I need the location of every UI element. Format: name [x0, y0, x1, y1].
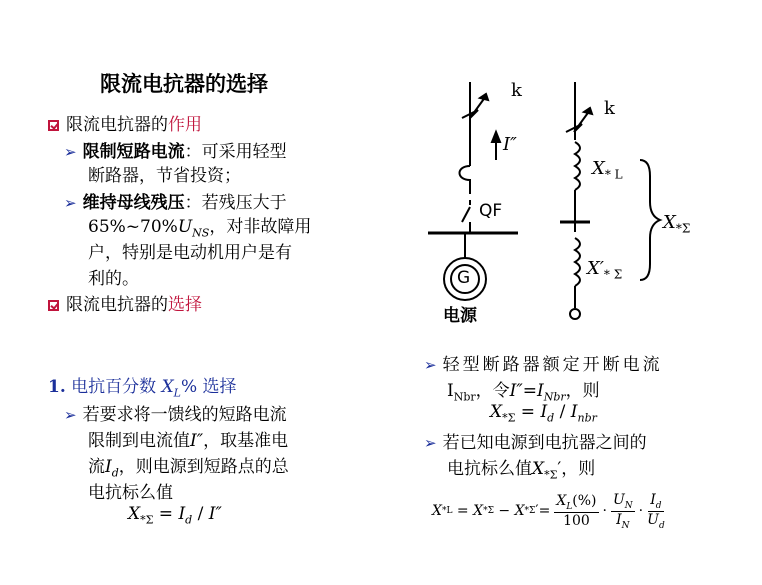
check-item-selection: 限流电抗器的选择 — [48, 290, 202, 315]
bullet-known-reactance: ➢ 若已知电源到电抗器之间的 — [424, 433, 647, 453]
fault-arrow-left — [480, 94, 488, 100]
label-source: 电源 — [443, 306, 477, 326]
label-total: $X_{*\Sigma}$ — [663, 212, 691, 236]
label-current: I″ — [503, 134, 517, 155]
reactor-coil-L — [575, 142, 580, 190]
bullet-limit-current-line2: 断路器，节省投资； — [88, 166, 241, 186]
arrow-bullet-icon: ➢ — [64, 194, 77, 212]
ground-terminal — [570, 309, 580, 319]
section-heading-reactance: 1. 电抗百分数 $X_L\%$ 选择 — [48, 377, 237, 400]
arrow-bullet-icon: ➢ — [424, 434, 437, 452]
check-item-function: 限流电抗器的作用 — [48, 110, 202, 135]
label-xl: $X_{* L}$ — [592, 158, 623, 182]
reactor-coil-S — [575, 238, 580, 286]
bullet-bus-voltage-line3: 户，特别是电动机用户是有 — [88, 243, 292, 263]
fraction-id-ud: $I_d$ $U_d$ — [647, 492, 665, 531]
bullet-limit-current: ➢ 限制短路电流：可采用轻型 — [64, 142, 287, 162]
page-title: 限流电抗器的选择 — [100, 72, 268, 96]
bullet-feeder: ➢ 若要求将一馈线的短路电流 — [64, 405, 287, 425]
bullet-bus-voltage-line4: 利的。 — [88, 269, 139, 289]
formula-total-reactance: $X_{*\Sigma} = I_d / I''$ — [128, 504, 222, 527]
bullet-feeder-line2: 限制到电流值I″，取基准电 — [88, 431, 289, 451]
fault-arrow-right — [584, 108, 592, 114]
formula-light-breaker: $X_{*\Sigma} = I_d / I_{nbr}$ — [490, 402, 597, 425]
label-generator: G — [457, 268, 471, 288]
bullet-known-reactance-line2: 电抗标么值$X_{*\Sigma}'$，则 — [447, 459, 596, 482]
bullet-light-breaker-line2: $I_{Nbr}$，令$I''=I_{Nbr}$，则 — [447, 381, 600, 404]
bullet-bus-voltage-line2: $65\%\sim 70\%U_{NS}$，对非故障用 — [88, 217, 312, 240]
formula-reactor-reactance: X *L = X *Σ − X *Σ ′ = $\frac{X_L(\%)}{100}$ · $U_N$ $I_N$ · $I_d$ $U_d$ — [432, 492, 665, 531]
bullet-feeder-line4: 电抗标么值 — [88, 483, 173, 503]
label-k-left: k — [511, 80, 522, 101]
label-k-right: k — [604, 98, 615, 119]
left-reactor-hook — [460, 166, 471, 194]
arrow-bullet-icon: ➢ — [64, 406, 77, 424]
brace-icon — [640, 160, 660, 280]
bullet-light-breaker: ➢ 轻型断路器额定开断电流 — [424, 355, 663, 375]
breaker-blade — [462, 207, 470, 222]
current-arrow-head — [492, 132, 500, 142]
label-qf: QF — [479, 201, 503, 221]
fraction-un-in: $U_N$ $I_N$ — [612, 492, 633, 531]
bullet-feeder-line3: 流$I_d$，则电源到短路点的总 — [88, 457, 289, 480]
bullet-bus-voltage: ➢ 维持母线残压：若残压大于 — [64, 193, 287, 213]
fraction-xl-percent: $\frac{X_L(\%)}{100}$ — [556, 493, 597, 530]
arrow-bullet-icon: ➢ — [64, 143, 77, 161]
arrow-bullet-icon: ➢ — [424, 356, 437, 374]
label-xs: $X'_{* \Sigma}$ — [587, 258, 623, 282]
